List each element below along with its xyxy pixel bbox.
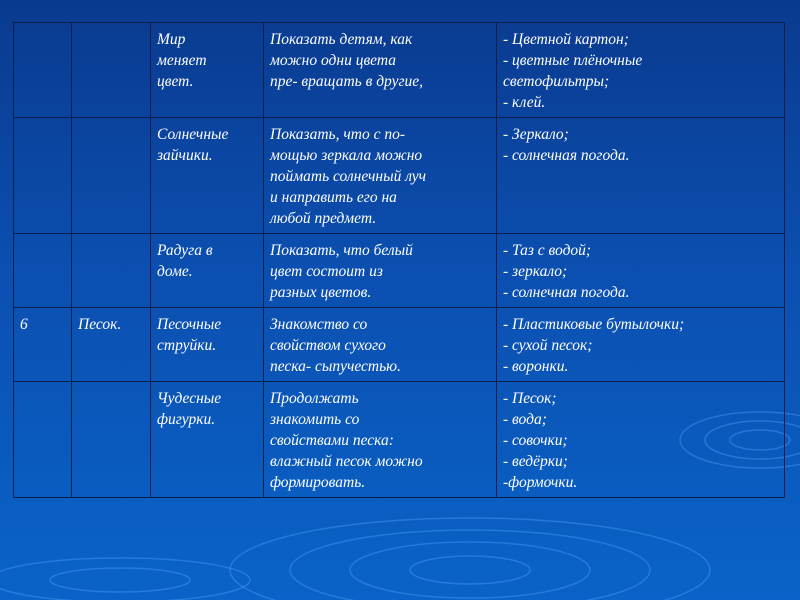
table-row (14, 23, 785, 118)
table-row (14, 118, 785, 234)
goal-cell: Показать, что с по- мощью зеркала можно поймать солнечный луч и направить его на любой предмет. (264, 118, 497, 234)
theme-cell (72, 382, 151, 498)
materials-cell: - Цветной картон; - цветные плёночные светофильтры; - клей. (497, 23, 785, 118)
theme-cell (72, 23, 151, 118)
materials-cell: - Песок; - вода; - совочки; - ведёрки; -формочки. (497, 382, 785, 498)
game-title-cell: Песочные струйки. (151, 308, 264, 382)
materials-cell: - Таз с водой; - зеркало; - солнечная погода. (497, 234, 785, 308)
goal-cell: Показать, что белый цвет состоит из разных цветов. (264, 234, 497, 308)
table-row (14, 234, 785, 308)
row-number-cell: 6 (14, 308, 72, 382)
table-row (14, 308, 785, 382)
game-title-cell: Чудесные фигурки. (151, 382, 264, 498)
goal-cell: Показать детям, как можно одни цвета пре- вращать в другие, (264, 23, 497, 118)
materials-cell: - Пластиковые бутылочки; - сухой песок; - воронки. (497, 308, 785, 382)
theme-cell: Песок. (72, 308, 151, 382)
row-number-cell (14, 118, 72, 234)
theme-cell (72, 118, 151, 234)
game-title-cell: Радуга в доме. (151, 234, 264, 308)
table-row (14, 382, 785, 498)
game-title-cell: Мир меняет цвет. (151, 23, 264, 118)
row-number-cell (14, 382, 72, 498)
materials-cell: - Зеркало; - солнечная погода. (497, 118, 785, 234)
lesson-plan-table (13, 22, 785, 498)
theme-cell (72, 234, 151, 308)
goal-cell: Продолжать знакомить со свойствами песка: влажный песок можно формировать. (264, 382, 497, 498)
goal-cell: Знакомство со свойством сухого песка- сыпучестью. (264, 308, 497, 382)
game-title-cell: Солнечные зайчики. (151, 118, 264, 234)
row-number-cell (14, 23, 72, 118)
row-number-cell (14, 234, 72, 308)
